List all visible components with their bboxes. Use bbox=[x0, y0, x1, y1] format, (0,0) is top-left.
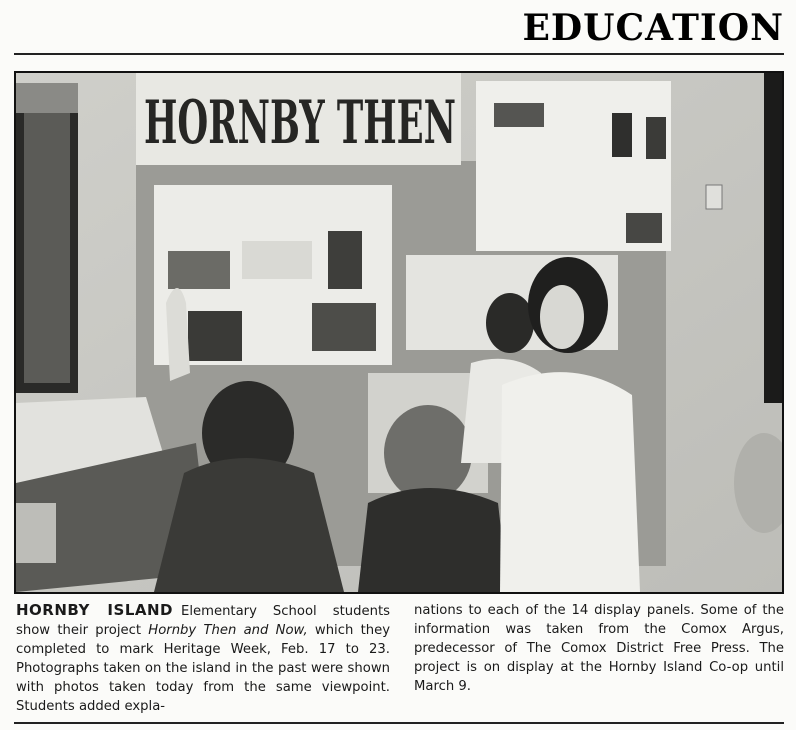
top-rule bbox=[14, 53, 784, 55]
section-heading: EDUCATION bbox=[522, 7, 784, 49]
bottom-rule bbox=[14, 722, 784, 724]
caption-text: nations to each of the 14 display panels. Some of the information was taken from the Comox Argus, predecessor of The Comox District Free Press. The project is on display at the Hornby Island Co-op until March 9. bbox=[414, 603, 784, 694]
caption-text: Elementary School students show their project bbox=[16, 604, 390, 638]
caption-text: which they completed to mark Heritage Week, Feb. 17 to 23. Photographs taken on the island in the past were shown with photos taken today from the same viewpoint. Students added expla- bbox=[16, 623, 391, 714]
student-figure bbox=[384, 405, 472, 501]
student-figure bbox=[486, 293, 534, 353]
photo-illustration bbox=[16, 73, 782, 592]
caption-right-column bbox=[414, 601, 784, 696]
caption-lead: HORNBY ISLAND bbox=[16, 601, 173, 619]
news-photo bbox=[14, 71, 784, 594]
caption-project-title: Hornby Then and Now, bbox=[148, 623, 308, 638]
board-heading: HORNBY THEN bbox=[144, 88, 456, 158]
caption-left-column bbox=[16, 601, 390, 716]
